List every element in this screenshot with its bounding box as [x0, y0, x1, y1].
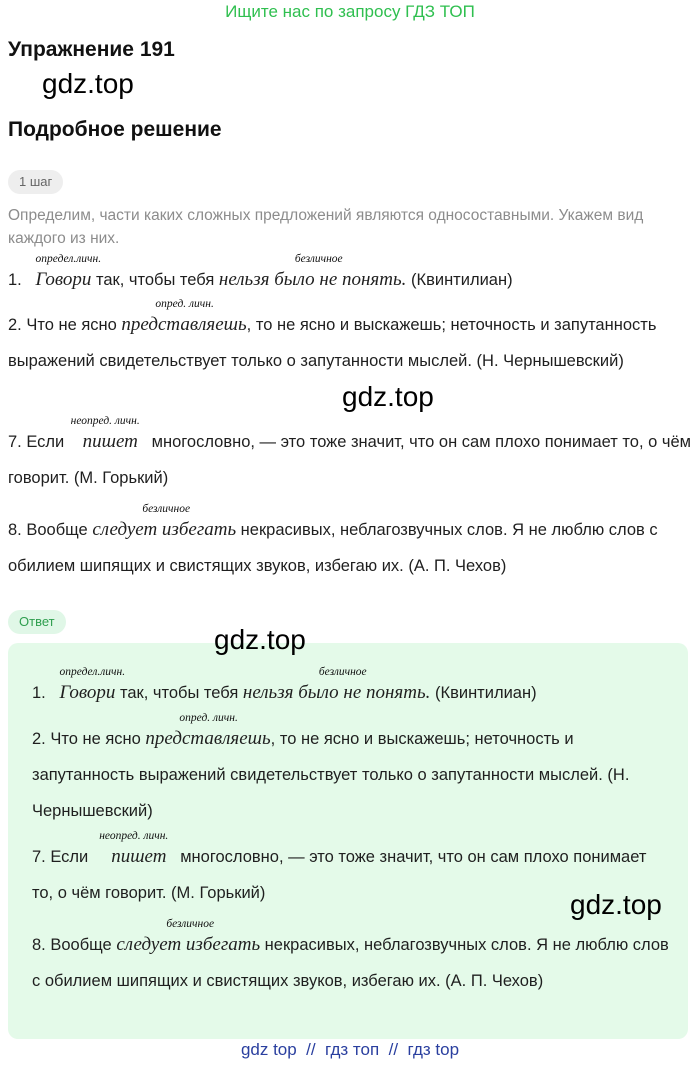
predicate: опред. личн. представляешь	[145, 712, 271, 749]
top-banner: Ищите нас по запросу ГДЗ ТОП	[225, 2, 475, 21]
example-2: 2. Что не ясно опред. личн. представляешь, то не ясно и выскажешь; неточность и запутанность выражений свидетельствует только о запутанности мыслей. (Н. Чернышевский)	[8, 298, 657, 370]
step-intro: Определим, части каких сложных предложений являются односоставными. Укажем вид каждого из них.	[8, 207, 644, 247]
watermark: gdz.top	[570, 889, 662, 920]
watermark: gdz.top	[342, 381, 434, 412]
predicate: определ.личн. Говори	[59, 666, 126, 703]
predicate: безличное нельзя было не понять.	[218, 253, 407, 290]
sentence-type-label: безличное	[294, 253, 343, 265]
watermark: gdz.top	[42, 68, 134, 99]
example-1: 1. определ.личн. Говори так, чтобы тебя безличное нельзя было не понять. (Квинтилиан)	[8, 253, 513, 290]
sentence-type-label: безличное	[142, 503, 191, 515]
watermark: gdz.top	[214, 624, 306, 655]
solution-heading: Подробное решение	[8, 118, 222, 141]
sentence-type-label: безличное	[318, 666, 367, 678]
predicate: неопред. личн. пишет	[70, 415, 140, 452]
answer-badge: Ответ	[8, 610, 66, 634]
answer-example-2: 2. Что не ясно опред. личн. представляешь, то не ясно и выскажешь; неточность и запутанность выражений свидетельствует только о запутанности мыслей. (Н. Чернышевский)	[32, 712, 630, 820]
answer-example-8: 8. Вообще безличное следует избегать некрасивых, неблагозвучных слов. Я не люблю слов с обилием шипящих и свистящих звуков, избегаю их. (А. П. Чехов)	[32, 918, 669, 990]
predicate: безличное нельзя было не понять.	[242, 666, 431, 703]
sentence-type-label: неопред. личн.	[99, 830, 169, 842]
answer-example-1: 1. определ.личн. Говори так, чтобы тебя безличное нельзя было не понять. (Квинтилиан)	[32, 666, 537, 703]
example-8: 8. Вообще безличное следует избегать некрасивых, неблагозвучных слов. Я не люблю слов с обилием шипящих и свистящих звуков, избегаю их. (А. П. Чехов)	[8, 503, 658, 575]
predicate: безличное следует избегать	[116, 918, 261, 955]
step-badge: 1 шаг	[8, 170, 63, 194]
sentence-type-label: определ.личн.	[59, 666, 126, 678]
sentence-type-label: определ.личн.	[35, 253, 102, 265]
example-7: 7. Если неопред. личн. пишет многословно, — это тоже значит, что он сам плохо понимает то, о чём говорит. (М. Горький)	[8, 415, 692, 487]
predicate: опред. личн. представляешь	[121, 298, 247, 335]
footer-links: gdz top // гдз топ // гдз top	[240, 1040, 460, 1059]
answer-example-7: 7. Если неопред. личн. пишет многословно, — это тоже значит, что он сам плохо понимает то, о чём говорит. (М. Горький)	[32, 830, 647, 902]
sentence-type-label: опред. личн.	[179, 712, 238, 724]
sentence-type-label: неопред. личн.	[70, 415, 140, 427]
sentence-type-label: безличное	[166, 918, 215, 930]
sentence-type-label: опред. личн.	[155, 298, 214, 310]
example-number: 1.	[8, 271, 22, 289]
exercise-title: Упражнение 191	[8, 38, 175, 61]
predicate: безличное следует избегать	[92, 503, 237, 540]
predicate: определ.личн. Говори	[35, 253, 102, 290]
predicate: неопред. личн. пишет	[99, 830, 169, 867]
